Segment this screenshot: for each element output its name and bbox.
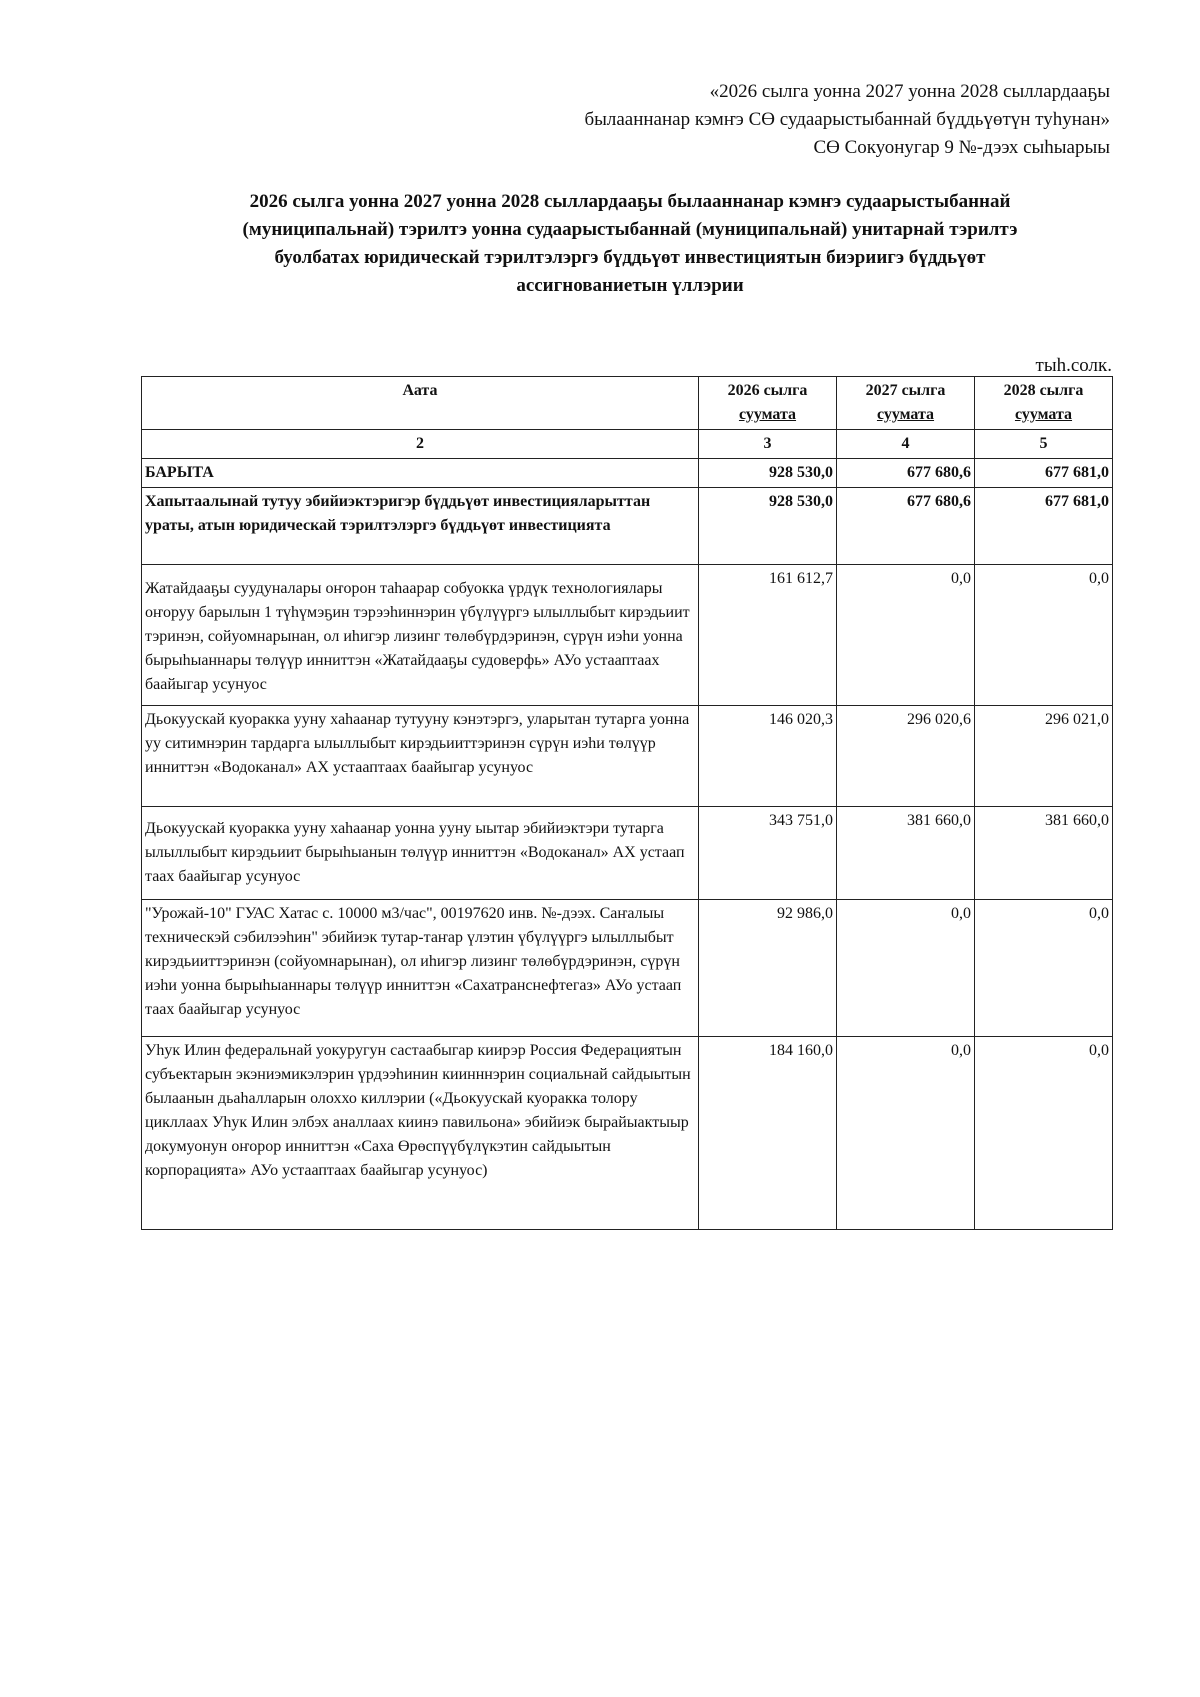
total-2028: 677 681,0 <box>975 459 1113 488</box>
row-value-2026: 184 160,0 <box>699 1037 837 1230</box>
header-row <box>142 377 1113 430</box>
row-name: Дьокуускай куоракка ууну хаһаанар уонна ууну ыытар эбийиэктэри тутарга ылыллыбыт кирэдьиит бырыһыанын төлүүр инниттэн «Водоканал» АХ устаап​таах баайыгар усунуос <box>142 807 699 900</box>
row-value-2028: 0,0 <box>975 900 1113 1037</box>
row-value-2028: 0,0 <box>975 1037 1113 1230</box>
budget-table <box>141 376 1113 1230</box>
header-2028 <box>975 377 1113 430</box>
row-value-2027: 296 020,6 <box>837 706 975 807</box>
units-label: тыһ.солк. <box>1035 355 1112 376</box>
row-value-2028: 0,0 <box>975 565 1113 706</box>
title-line-1: 2026 сылга уонна 2027 уонна 2028 сыллардааҕы былааннанар кэмҥэ судаарыстыбаннай <box>249 191 1011 212</box>
index-cell: 2 <box>142 430 699 459</box>
row-value-2028: 381 660,0 <box>975 807 1113 900</box>
row-name: "Урожай-10" ГУАС Хатас с. 10000 м3/час", 00197620 инв. №-дээх. Саҥалыы техническэй сэбилээһин" эбийиэк тутар-таҥар үлэтин үбүлүүргэ ылыллыбыт кирэдьиит​тэринэн (сойуомнарынан), ол иһигэр лизинг төлөбүрдэринэн, сүрүн иэһи уонна бырыһыаннары төлүүр инниттэн «Сахатранснефтегаз» АУо устаап​таах баайыгар усунуос <box>142 900 699 1037</box>
subtotal-2027: 677 680,6 <box>837 488 975 565</box>
row-value-2027: 0,0 <box>837 1037 975 1230</box>
row-value-2026: 161 612,7 <box>699 565 837 706</box>
title-line-3: буолбатах юридическай тэрилтэлэргэ бүддьүөт инвестициятын биэриигэ бүддьүөт <box>274 247 986 268</box>
index-cell: 4 <box>837 430 975 459</box>
annex-reference <box>584 78 1110 162</box>
annex-line-3: СӨ Сокуонугар 9 №-дээх сыһыарыы <box>813 137 1110 158</box>
table-row <box>142 565 1113 706</box>
annex-line-1: «2026 сылга уонна 2027 уонна 2028 сылларда​аҕы <box>709 81 1110 102</box>
row-value-2026: 343 751,0 <box>699 807 837 900</box>
header-2026 <box>699 377 837 430</box>
header-2026-sum: суумата <box>738 406 797 423</box>
subtotal-2028: 677 681,0 <box>975 488 1113 565</box>
table-row <box>142 900 1113 1037</box>
table-row <box>142 706 1113 807</box>
total-2027: 677 680,6 <box>837 459 975 488</box>
subtotal-2026: 928 530,0 <box>699 488 837 565</box>
table-row <box>142 1037 1113 1230</box>
header-name: Аата <box>142 377 699 430</box>
total-label: БАРЫТА <box>142 459 699 488</box>
row-name: Дьокуускай куоракка ууну хаһаанар тутууну кэнэтэргэ, уларытан тутарга уонна уу ситимнэрин тардарга ылыллыбыт кирэдьиит​тэринэн сүрүн иэһи төлүүр инниттэн «Водоканал» АХ устаап​таах баайыгар усунуос <box>142 706 699 807</box>
row-value-2028: 296 021,0 <box>975 706 1113 807</box>
table-row <box>142 807 1113 900</box>
row-value-2027: 0,0 <box>837 565 975 706</box>
header-2027-sum: суумата <box>876 406 935 423</box>
row-name: Уһук Илин федеральнай уокуругун састаабыгар киирэр Россия Федерациятын субъектарын экэниэмикэлэрин үрдээһинин киинн​нэрин социальнай сайдыытын былаанын дьаһалларын олоххо киллэрии («Дьокуускай куоракка толору цикллаах Уһук Илин элбэх аналлаах киинэ павильона» эбийиэк бырайыактыыр докумуонун оҥорор инниттэн «Саха Өрөспүүбүлүкэтин сайдыытын корпорацията» АУо устаап​таах баайыгар усунуос) <box>142 1037 699 1230</box>
title-line-2: (муниципальнай) тэрилтэ уонна судаарыстыбаннай (муниципальнай) унитарнай тэрилтэ <box>242 219 1018 240</box>
total-2026: 928 530,0 <box>699 459 837 488</box>
index-row <box>142 430 1113 459</box>
header-2026-year: 2026 сылга <box>727 382 808 399</box>
row-value-2026: 146 020,3 <box>699 706 837 807</box>
header-2027-year: 2027 сылга <box>865 382 946 399</box>
row-value-2027: 381 660,0 <box>837 807 975 900</box>
header-2028-year: 2028 сылга <box>1003 382 1084 399</box>
header-2027 <box>837 377 975 430</box>
annex-line-2: былааннанар кэмҥэ СӨ судаарыстыбаннай бүддьүөтүн туһунан» <box>584 109 1110 130</box>
title-line-4: ассигнованиетын үллэрии <box>516 275 744 296</box>
subtotal-row <box>142 488 1113 565</box>
row-value-2026: 92 986,0 <box>699 900 837 1037</box>
index-cell: 5 <box>975 430 1113 459</box>
total-row <box>142 459 1113 488</box>
subtotal-label: Хапытаалынай тутуу эбийиэктэригэр бүддьүөт инвестицияларыттан ураты, атын юридическай тэрилтэлэргэ бүддьүөт инвестицията <box>142 488 699 565</box>
document-title <box>150 188 1110 300</box>
header-2028-sum: суумата <box>1014 406 1073 423</box>
row-value-2027: 0,0 <box>837 900 975 1037</box>
index-cell: 3 <box>699 430 837 459</box>
row-name: Жатайдааҕы суудуналары оҥорон таһаарар собуокка үрдүк технологиялары оҥоруу барылын 1 түһүмэҕин тэрээһиннэрин үбүлүүргэ ылыллыбыт кирэдьиит​тэринэн, сойуомнарынан, ол иһигэр лизинг төлөбүрдэринэн, сүрүн иэһи уонна бырыһыаннары төлүүр инниттэн «Жатайдааҕы судоверфь» АУо устаап​таах баайыгар усунуос <box>142 565 699 706</box>
